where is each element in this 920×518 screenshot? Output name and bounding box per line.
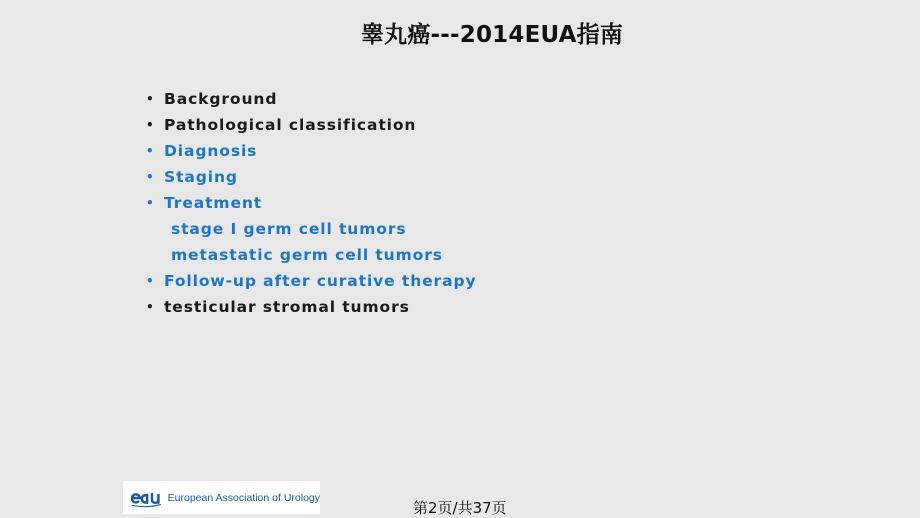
logo-text: European Association of Urology [167, 491, 320, 504]
page-indicator: 第2页/共37页 [413, 499, 507, 517]
sub-item-text: stage I germ cell tumors [171, 220, 407, 238]
bullet-item-pathological-classification [146, 112, 476, 138]
bullet-item-treatment [146, 190, 476, 216]
bullet-dot: • [146, 196, 155, 210]
eau-logo [123, 481, 320, 514]
bullet-dot: • [146, 92, 155, 106]
bullet-list [146, 86, 476, 320]
bullet-dot: • [146, 144, 155, 158]
eau-logo-icon [131, 485, 162, 511]
bullet-item-staging [146, 164, 476, 190]
bullet-text: Pathological classification [164, 116, 417, 134]
sub-item-metastatic [146, 242, 476, 268]
bullet-text: Follow-up after curative therapy [164, 272, 477, 290]
bullet-dot: • [146, 274, 155, 288]
sub-item-stage-1 [146, 216, 476, 242]
bullet-text: testicular stromal tumors [164, 298, 410, 316]
bullet-text: Background [164, 90, 278, 108]
slide-title [0, 16, 920, 49]
bullet-item-background [146, 86, 476, 112]
bullet-dot: • [146, 118, 155, 132]
bullet-item-follow-up [146, 268, 476, 294]
bullet-dot: • [146, 300, 155, 314]
slide-title-text: 睾丸癌---2014EUA指南 [360, 22, 624, 48]
bullet-text: Staging [164, 168, 238, 186]
bullet-text: Diagnosis [164, 142, 258, 160]
bullet-dot: • [146, 170, 155, 184]
bullet-text: Treatment [164, 194, 263, 212]
bullet-item-stromal-tumors [146, 294, 476, 320]
bullet-item-diagnosis [146, 138, 476, 164]
sub-item-text: metastatic germ cell tumors [171, 246, 443, 264]
